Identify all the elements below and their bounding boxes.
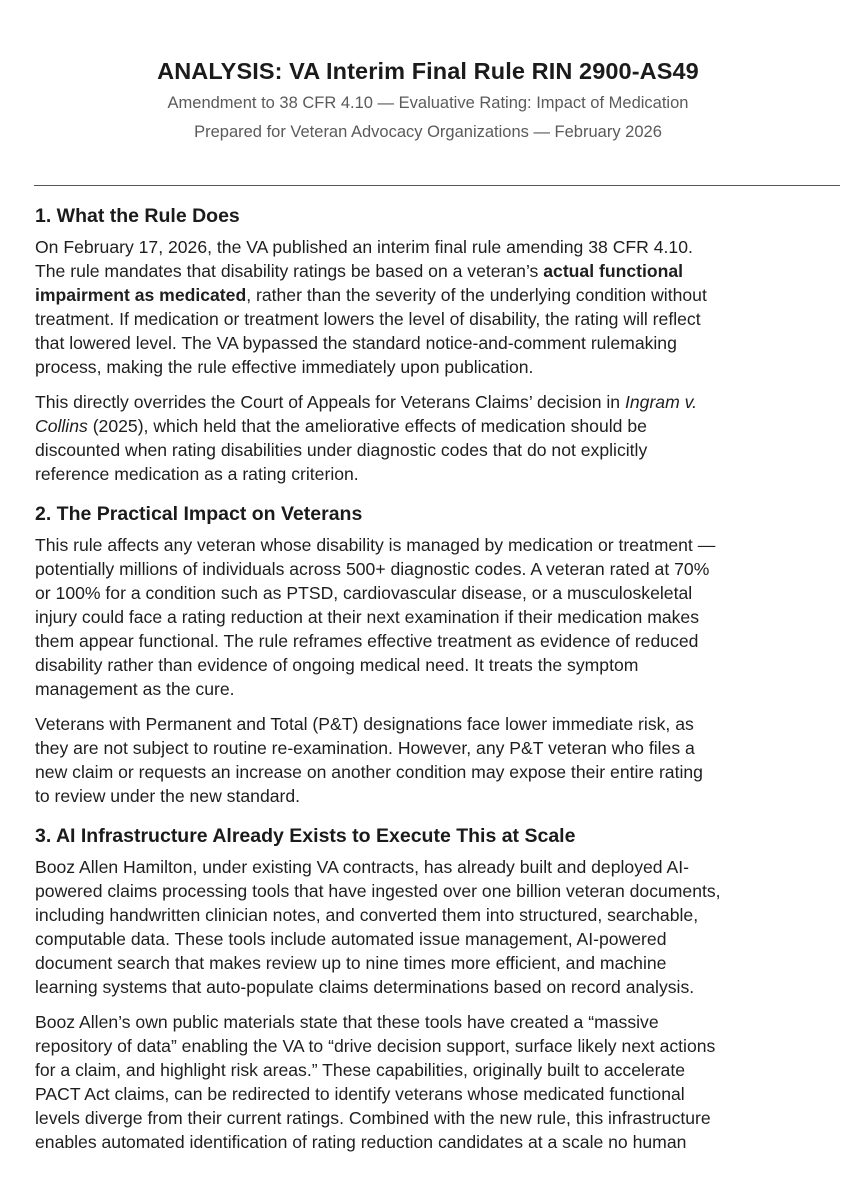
text-line (35, 283, 841, 307)
header-divider (34, 185, 840, 186)
section-heading: 3. AI Infrastructure Already Exists to Execute This at Scale (35, 825, 576, 847)
paragraph (35, 235, 841, 379)
text-line: discounted when rating disabilities under diagnostic codes that do not explicitly (35, 440, 648, 460)
text-line: computable data. These tools include automated issue management, AI-powered (35, 929, 667, 949)
bold-text: impairment as medicated (35, 285, 247, 305)
text-line: including handwritten clinician notes, and converted them into structured, searchable, (35, 905, 699, 925)
paragraph (35, 855, 841, 999)
text-line: to review under the new standard. (35, 786, 301, 806)
text-run: The rule mandates that disability ratings be based on a veteran’s (35, 261, 544, 281)
text-line: injury could face a rating reduction at their next examination if their medication makes (35, 607, 700, 627)
text-line: that lowered level. The VA bypassed the standard notice-and-comment rulemaking (35, 333, 677, 353)
text-line: document search that makes review up to nine times more efficient, and machine (35, 953, 667, 973)
document-subtitle-amendment: Amendment to 38 CFR 4.10 — Evaluative Rating: Impact of Medication (167, 94, 689, 112)
section-ai-infrastructure (35, 823, 841, 1154)
text-line: potentially millions of individuals across 500+ diagnostic codes. A veteran rated at 70% (35, 559, 710, 579)
text-line: enables automated identification of rating reduction candidates at a scale no human (35, 1132, 687, 1152)
section-heading: 1. What the Rule Does (35, 205, 240, 227)
text-line: them appear functional. The rule reframes effective treatment as evidence of reduced (35, 631, 699, 651)
text-line: Booz Allen’s own public materials state that these tools have created a “massive (35, 1012, 659, 1032)
paragraph (35, 533, 841, 701)
text-line: Booz Allen Hamilton, under existing VA contracts, has already built and deployed AI- (35, 857, 689, 877)
text-line: Veterans with Permanent and Total (P&T) designations face lower immediate risk, as (35, 714, 694, 734)
text-line (35, 259, 841, 283)
text-line: treatment. If medication or treatment lowers the level of disability, the rating will reflect (35, 309, 701, 329)
text-line: disability rather than evidence of ongoing medical need. It treats the symptom (35, 655, 639, 675)
text-line: learning systems that auto-populate claims determinations based on record analysis. (35, 977, 695, 997)
text-line: for a claim, and highlight risk areas.” These capabilities, originally built to accelerate (35, 1060, 685, 1080)
text-line: levels diverge from their current ratings. Combined with the new rule, this infrastructure (35, 1108, 711, 1128)
text-line: reference medication as a rating criterion. (35, 464, 359, 484)
text-line: management as the cure. (35, 679, 235, 699)
text-line: or 100% for a condition such as PTSD, cardiovascular disease, or a musculoskeletal (35, 583, 693, 603)
text-run: This directly overrides the Court of Appeals for Veterans Claims’ decision in (35, 392, 625, 412)
paragraph (35, 1010, 841, 1154)
text-line: This rule affects any veteran whose disability is managed by medication or treatment — (35, 535, 716, 555)
paragraph (35, 390, 841, 486)
document-body (35, 203, 841, 1154)
case-name-italic: Ingram v. (624, 392, 698, 412)
section-what-the-rule-does (35, 203, 841, 486)
case-name-italic: Collins (35, 416, 88, 436)
text-line (35, 390, 841, 414)
text-line: they are not subject to routine re-examination. However, any P&T veteran who files a (35, 738, 695, 758)
bold-text: actual functional (543, 261, 684, 281)
text-line: process, making the rule effective immediately upon publication. (35, 357, 534, 377)
text-line (35, 414, 841, 438)
section-heading: 2. The Practical Impact on Veterans (35, 503, 363, 525)
document-subtitle-prepared-for: Prepared for Veteran Advocacy Organizations — February 2026 (194, 123, 662, 141)
text-line: On February 17, 2026, the VA published an interim final rule amending 38 CFR 4.10. (35, 237, 693, 257)
text-line: PACT Act claims, can be redirected to identify veterans whose medicated functional (35, 1084, 685, 1104)
paragraph (35, 712, 841, 808)
text-run: , rather than the severity of the underlying condition without (246, 285, 707, 305)
text-line: new claim or requests an increase on another condition may expose their entire rating (35, 762, 703, 782)
document-title: ANALYSIS: VA Interim Final Rule RIN 2900-AS49 (157, 58, 699, 84)
text-line: repository of data” enabling the VA to “drive decision support, surface likely next actions (35, 1036, 716, 1056)
section-practical-impact (35, 501, 841, 808)
text-line: powered claims processing tools that have ingested over one billion veteran documents, (35, 881, 721, 901)
text-run: (2025), which held that the ameliorative effects of medication should be (87, 416, 647, 436)
